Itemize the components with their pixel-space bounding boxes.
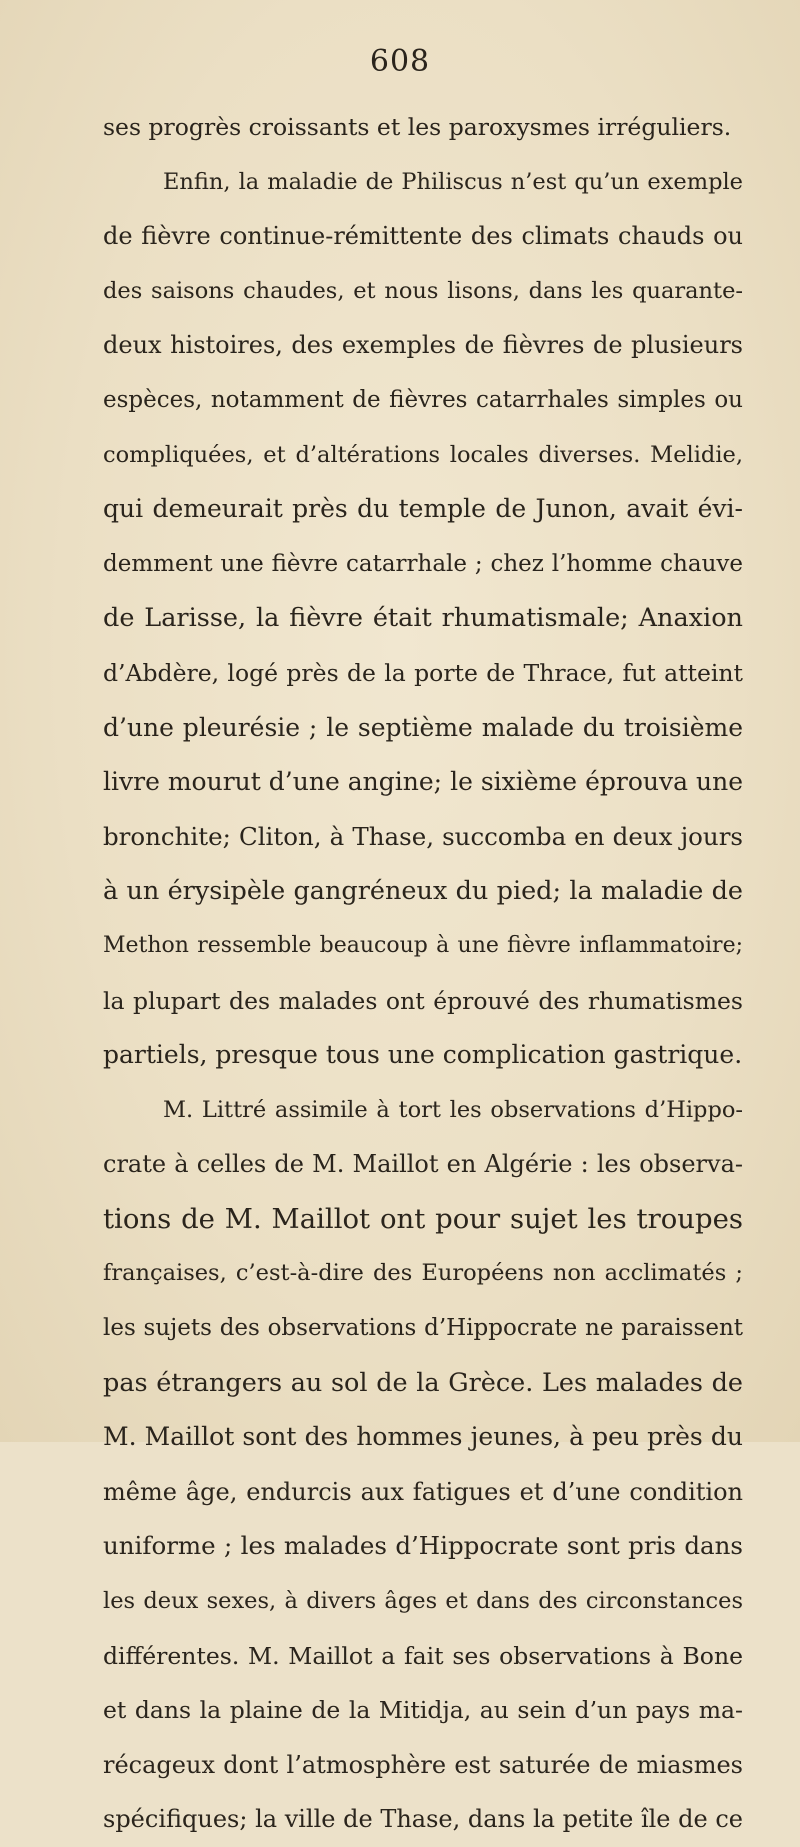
- text-line: de Larisse, la fièvre était rhumatismale; Anaxion: [103, 603, 743, 634]
- page-number: 608: [369, 44, 431, 79]
- text-line: d’une pleurésie ; le septième malade du troisième: [103, 712, 743, 742]
- text-line: à un érysipèle gangréneux du pied; la maladie de: [103, 876, 743, 907]
- text-line: les deux sexes, à divers âges et dans des circonstances: [103, 1588, 743, 1615]
- text-line: ses progrès croissants et les paroxysmes irréguliers.: [103, 113, 732, 141]
- text-line: même âge, endurcis aux fatigues et d’une condition: [103, 1477, 743, 1506]
- text-line: tions de M. Maillot ont pour sujet les troupes: [103, 1202, 743, 1235]
- text-line: partiels, presque tous une complication gastrique.: [103, 1040, 743, 1070]
- text-line: la plupart des malades ont éprouvé des rhumatismes: [103, 986, 743, 1015]
- text-line: compliquées, et d’altérations locales diverses. Melidie,: [103, 441, 743, 468]
- text-line: d’Abdère, logé près de la porte de Thrace, fut atteint: [103, 658, 743, 687]
- text-line: françaises, c’est-à-dire des Européens non acclimatés ;: [103, 1260, 743, 1287]
- text-line: pas étrangers au sol de la Grèce. Les malades de: [103, 1367, 743, 1398]
- text-line: bronchite; Cliton, à Thase, succomba en deux jours: [103, 821, 743, 851]
- text-line: et dans la plaine de la Mitidja, au sein d’un pays ma-: [103, 1696, 743, 1725]
- text-line: espèces, notamment de fièvres catarrhales simples ou: [103, 386, 743, 413]
- text-line: récageux dont l’atmosphère est saturée de miasmes: [103, 1750, 743, 1779]
- text-line: uniforme ; les malades d’Hippocrate sont pris dans: [103, 1531, 743, 1561]
- text-line: M. Maillot sont des hommes jeunes, à peu près du: [103, 1422, 743, 1452]
- text-line: crate à celles de M. Maillot en Algérie : les observa-: [103, 1150, 743, 1179]
- text-line: différentes. M. Maillot a fait ses observations à Bone: [103, 1641, 743, 1670]
- text-line: deux histoires, des exemples de fièvres de plusieurs: [103, 331, 743, 360]
- text-line: de fièvre continue-rémittente des climats chauds ou: [103, 222, 743, 251]
- body-text: [103, 100, 743, 1847]
- text-line: spécifiques; la ville de Thase, dans la petite île de ce: [103, 1805, 743, 1834]
- text-line: qui demeurait près du temple de Junon, avait évi-: [103, 494, 743, 524]
- text-line: Enfin, la maladie de Philiscus n’est qu’un exemple: [163, 168, 743, 195]
- text-line: des saisons chaudes, et nous lisons, dans les quarante-: [103, 277, 743, 304]
- text-line: les sujets des observations d’Hippocrate ne paraissent: [103, 1315, 743, 1342]
- text-line: Methon ressemble beaucoup à une fièvre inflammatoire;: [103, 932, 743, 958]
- text-line: livre mourut d’une angine; le sixième éprouva une: [103, 767, 743, 797]
- text-line: M. Littré assimile à tort les observations d’Hippo-: [163, 1096, 743, 1123]
- text-line: demment une fièvre catarrhale ; chez l’homme chauve: [103, 550, 743, 577]
